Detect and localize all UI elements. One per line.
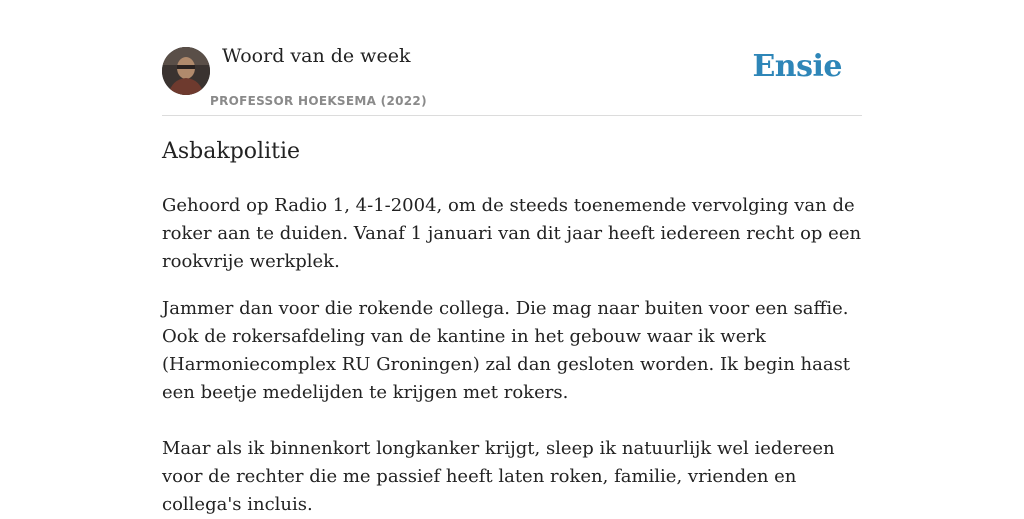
article-paragraph-1: Gehoord op Radio 1, 4-1-2004, om de steeds toenemende vervolging van de roker aan te duiden. Vanaf 1 januari van dit jaar heeft iedereen recht op een rookvrije werkplek.	[162, 195, 862, 272]
article-title: Asbakpolitie	[162, 139, 301, 164]
article-paragraph-2: Jammer dan voor die rokende collega. Die mag naar buiten voor een saffie. Ook de rokersafdeling van de kantine in het gebouw waar ik werk (Harmoniecomplex RU Groningen) zal dan gesloten worden. Ik begin haast een beetje medelijden te krijgen met rokers.	[162, 298, 851, 403]
avatar-portrait-icon	[162, 47, 210, 95]
article-paragraph-3: Maar als ik binnenkort longkanker krijgt, sleep ik natuurlijk wel iedereen voor de rechter die me passief heeft laten roken, familie, vrienden en collega's incluis.	[162, 438, 835, 515]
header-title: Woord van de week	[222, 45, 411, 67]
brand-logo[interactable]: Ensie	[752, 49, 842, 84]
avatar[interactable]	[162, 47, 210, 95]
author-label[interactable]: PROFESSOR HOEKSEMA (2022)	[210, 94, 427, 108]
article-header	[162, 0, 862, 116]
article-card	[162, 0, 862, 515]
